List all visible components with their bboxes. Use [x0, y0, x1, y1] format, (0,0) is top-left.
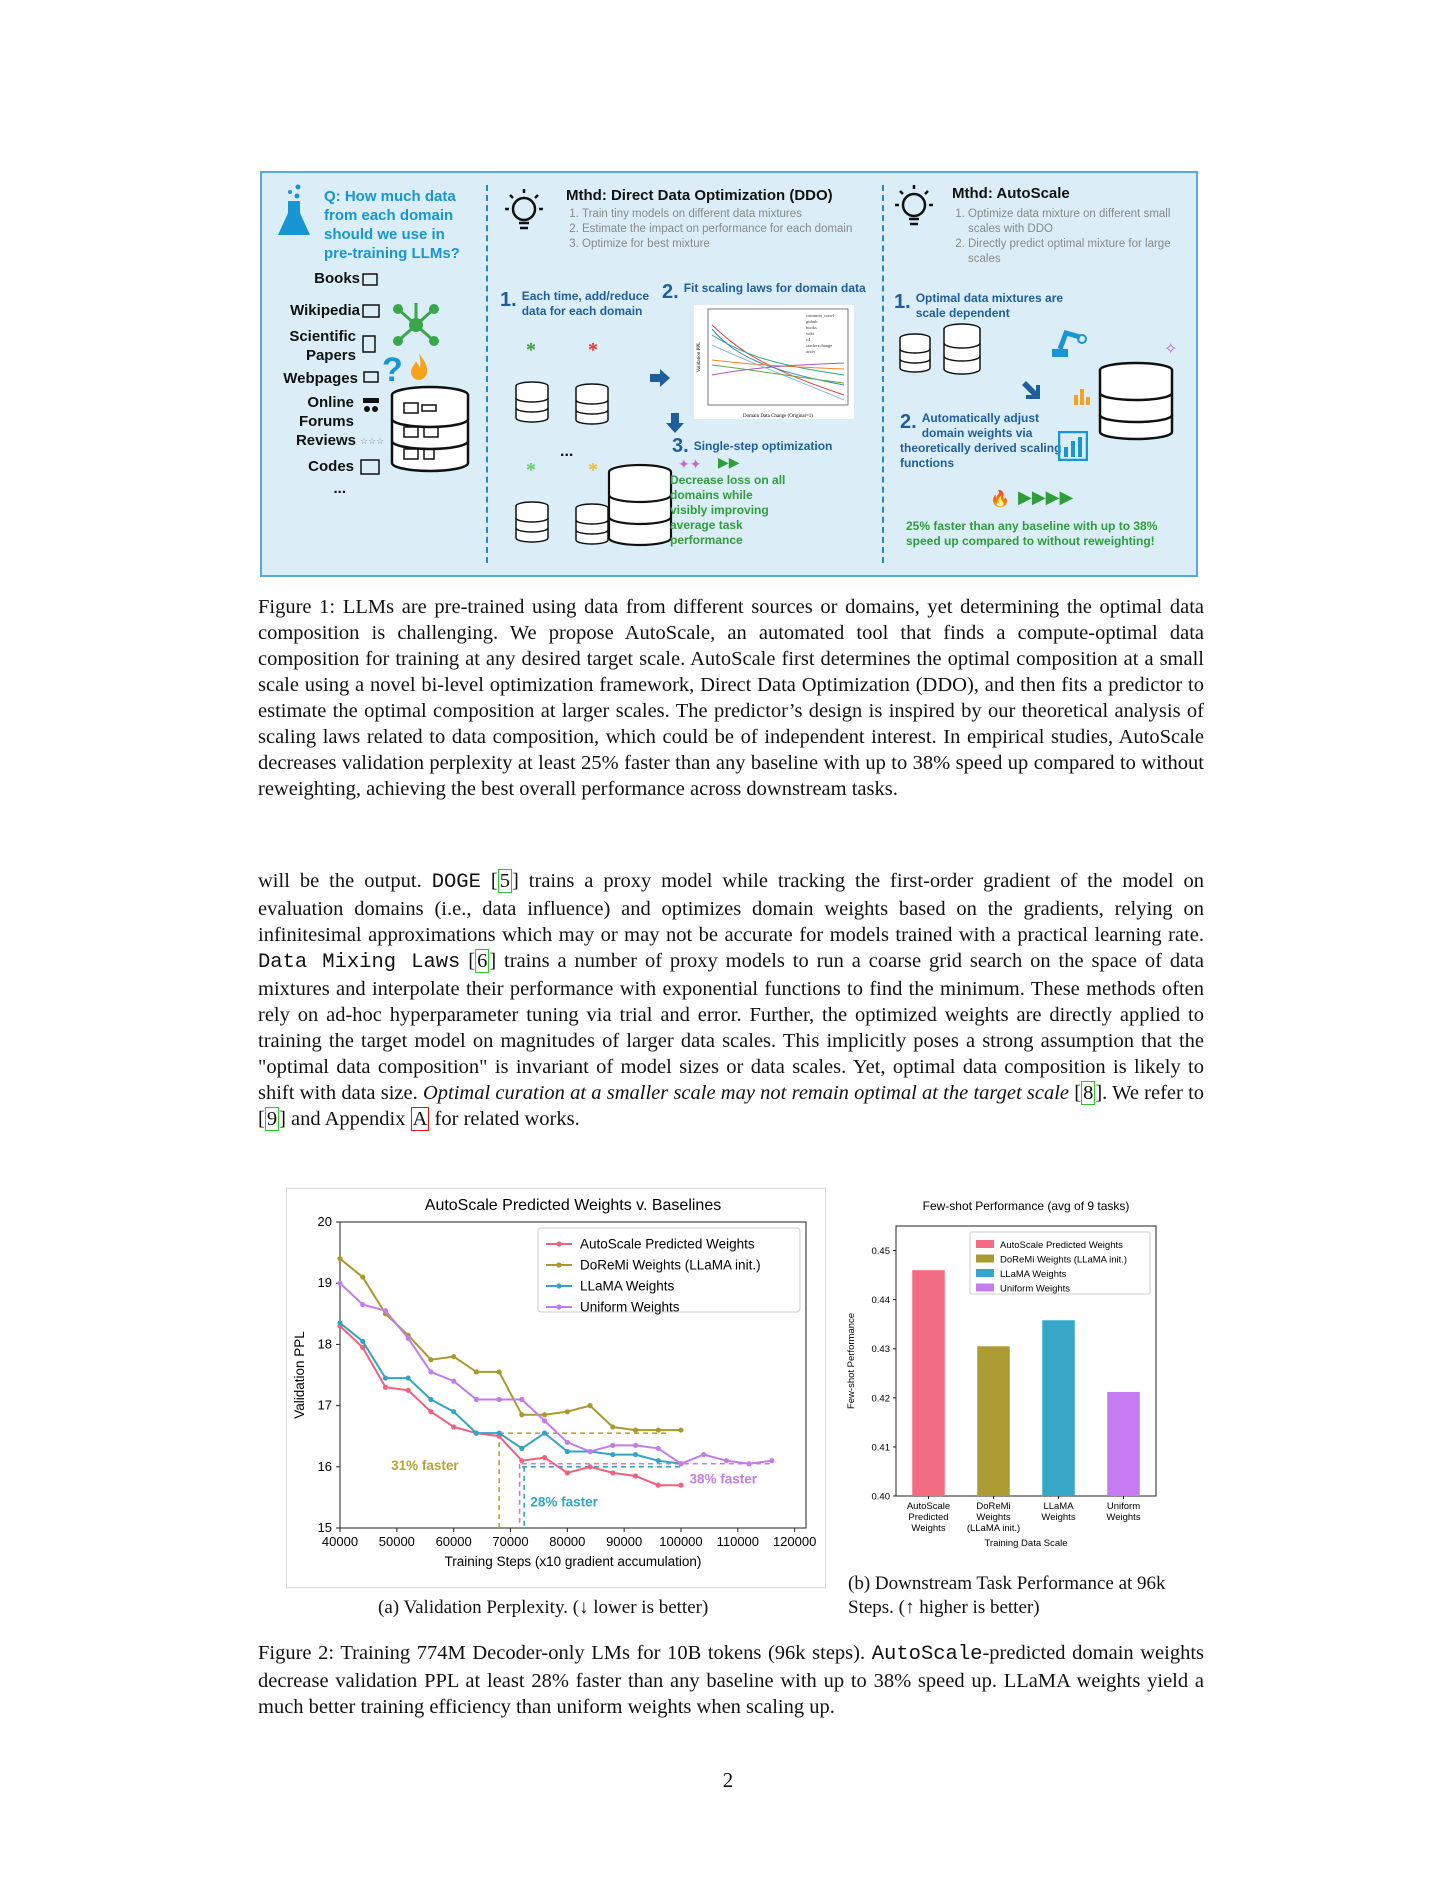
x-tick-label: Weights [1106, 1512, 1141, 1523]
figure1-panel [260, 171, 1198, 577]
x-tick-label: Predicted [908, 1512, 949, 1523]
x-tick-label: 120000 [772, 1534, 817, 1549]
x-tick-label: LLaMA [1043, 1501, 1074, 1512]
source-papers: Scientific Papers [289, 328, 356, 364]
question-text: Q: How much data from each domain should we use in pre-training LLMs? [324, 188, 460, 262]
data-point [519, 1458, 524, 1463]
database-icon [898, 333, 932, 375]
data-point [428, 1397, 433, 1402]
data-point [587, 1449, 592, 1454]
data-point [633, 1452, 638, 1457]
y-tick-label: 20 [317, 1214, 332, 1229]
legend-marker [556, 1262, 561, 1267]
data-point [519, 1412, 524, 1417]
y-tick-label: 0.43 [871, 1344, 890, 1356]
ddo-result: Decrease loss on all domains while visibly improving average task performance [670, 473, 786, 547]
mini-legend-item: common_crawl [806, 313, 834, 318]
data-point [428, 1357, 433, 1362]
mini-ylabel: Validation PPL [697, 341, 702, 373]
question-mark-icon: ? [382, 351, 403, 389]
fast-forward-icon: ▶▶ [718, 456, 740, 471]
legend-label: DoReMi Weights (LLaMA init.) [1000, 1254, 1128, 1266]
arrow-icon [650, 369, 670, 387]
data-point [587, 1464, 592, 1469]
ddo-step2: 2. Fit scaling laws for domain data [662, 281, 866, 303]
y-axis-label: Validation PPL [292, 1331, 307, 1419]
data-point [383, 1375, 388, 1380]
y-tick-label: 0.44 [871, 1295, 890, 1307]
validation-ppl-chart [286, 1188, 824, 1586]
x-tick-label: 100000 [659, 1534, 703, 1549]
y-tick-label: 0.42 [871, 1393, 890, 1405]
data-point [497, 1369, 502, 1374]
data-point [497, 1397, 502, 1402]
autoscale-result: 25% faster than any baseline with up to 38% speed up compared to without reweighting! [906, 519, 1158, 548]
ddo-step1: 1. Each time, add/reduce data for each domain [500, 289, 650, 318]
legend-swatch [976, 1240, 994, 1248]
code-icon [360, 459, 380, 475]
laptop-icon [362, 371, 380, 385]
data-point [701, 1452, 706, 1457]
x-tick-label: Uniform [1106, 1501, 1141, 1512]
x-tick-label: 90000 [606, 1534, 643, 1549]
analytics-icon [1058, 431, 1088, 461]
robot-arm-icon [1048, 323, 1088, 359]
body-text: will be the output. [258, 870, 422, 892]
method-name: DOGE [431, 871, 481, 894]
arrow-icon [666, 413, 684, 433]
wand-icon: ✧ [1164, 341, 1178, 358]
ddo-title: Mthd: Direct Data Optimization (DDO) [566, 187, 833, 204]
body-text: trains a proxy model while tracking the first-order gradient of the model on evaluation domains (i.e., data influence) and optimizes domain weights based on the gradients, relying on infinitesimal approximations which may or may not be accurate for models trained with a practical learning rate. [258, 870, 1205, 946]
legend-marker [556, 1304, 561, 1309]
legend-label: AutoScale Predicted Weights [580, 1236, 755, 1252]
data-point [565, 1409, 570, 1414]
x-axis-label: Training Steps (x10 gradient accumulation) [444, 1554, 702, 1569]
bar-chart-icon [1072, 387, 1090, 405]
svg-text:☆☆☆: ☆☆☆ [360, 436, 384, 445]
speedup-annotation: 28% faster [530, 1494, 598, 1510]
fast-forward-icon: ▶▶▶▶ [1018, 487, 1074, 507]
network-icon [390, 299, 442, 351]
data-point [474, 1397, 479, 1402]
lightbulb-icon [890, 183, 938, 235]
flask-icon [276, 183, 312, 239]
sparkle-icon: ✦✦ [678, 458, 702, 473]
data-point [451, 1354, 456, 1359]
data-point [542, 1412, 547, 1417]
data-point [451, 1379, 456, 1384]
ellipsis-text: ... [560, 443, 574, 460]
autoscale-step2: 2. Automatically adjust domain weights via theoretically derived scaling functions [900, 411, 1062, 470]
data-point [428, 1409, 433, 1414]
autoscale-steps [952, 207, 1204, 267]
data-point [587, 1403, 592, 1408]
source-books: Books [314, 270, 360, 287]
data-point [428, 1369, 433, 1374]
y-tick-label: 16 [317, 1458, 332, 1474]
book-icon [362, 271, 378, 287]
data-point [565, 1440, 570, 1445]
database-icon [942, 323, 982, 377]
data-point [474, 1369, 479, 1374]
page-number: 2 [722, 1768, 734, 1792]
divider [882, 185, 884, 563]
data-point [633, 1443, 638, 1448]
x-tick-label: 110000 [716, 1534, 760, 1549]
few-shot-bar-chart [840, 1196, 1186, 1560]
data-point [337, 1320, 342, 1325]
ddo-step: 1. Train tiny models on different data mixtures [582, 207, 872, 222]
fire-icon [408, 351, 430, 381]
data-point [610, 1424, 615, 1429]
source-webpages: Webpages [283, 370, 358, 387]
body-text: . We refer to [1102, 1082, 1205, 1104]
ddo-step: 3. Optimize for best mixture [582, 237, 872, 252]
database-icon [514, 501, 550, 545]
mini-legend-item: wiki [806, 331, 815, 336]
data-point [656, 1458, 661, 1463]
data-point [678, 1427, 683, 1432]
caption-text: LLMs are pre-trained using data from different sources or domains, yet determining the optimal data composition is challenging. We propose AutoScale, an automated tool that finds a compute-optimal data composition for training at any desired target scale. AutoScale first determines the optimal composition at a small scale using a novel bi-level optimization framework, Direct Data Optimization (DDO), and then fits a predictor to estimate the optimal composition at larger scales. The predictor’s design is inspired by our theoretical analysis of scaling laws related to data composition, which could be of independent interest. In empirical studies, AutoScale decreases validation perplexity at least 25% faster than any baseline with up to 38% speed up compared to without reweighting, achieving the best overall performance across downstream tasks. [258, 596, 1204, 800]
forum-icon [362, 397, 380, 415]
x-tick-label: DoReMi [976, 1501, 1011, 1512]
database-icon [388, 385, 472, 473]
autoscale-step2-text: Automatically adjust domain weights via theoretically derived scaling functions [900, 411, 1062, 470]
caption-text: Training 774M Decoder-only LMs for 10B tokens (96k steps). [340, 1642, 866, 1664]
data-point [451, 1424, 456, 1429]
y-tick-label: 0.40 [871, 1491, 890, 1503]
fire-icon: 🔥 [990, 491, 1010, 508]
data-point [747, 1461, 752, 1466]
paper-icon [362, 335, 376, 353]
legend-label: LLaMA Weights [1000, 1269, 1067, 1280]
legend-swatch [976, 1255, 994, 1263]
data-point [360, 1302, 365, 1307]
x-tick-label: 50000 [378, 1534, 415, 1549]
x-tick-label: Weights [911, 1523, 946, 1534]
ddo-step2-text: Fit scaling laws for domain data [683, 281, 866, 295]
chart-title: AutoScale Predicted Weights v. Baselines [424, 1197, 722, 1214]
citation-link[interactable]: 8 [1083, 1082, 1094, 1104]
bar [1107, 1392, 1140, 1496]
database-icon [574, 503, 610, 547]
italic-text: Optimal curation at a smaller scale may not remain optimal at the target scale [422, 1082, 1070, 1104]
y-tick-label: 0.45 [871, 1246, 890, 1258]
data-point [497, 1431, 502, 1436]
data-point [519, 1446, 524, 1451]
data-point [769, 1458, 774, 1463]
citation-link[interactable]: 9 [266, 1108, 278, 1130]
data-point [337, 1256, 342, 1261]
x-tick-label: 70000 [492, 1534, 529, 1549]
x-tick-label: 80000 [549, 1534, 586, 1549]
ddo-step1-text: Each time, add/reduce data for each domain [521, 289, 650, 318]
legend-label: AutoScale Predicted Weights [1000, 1240, 1123, 1251]
autoscale-step1: 1. Optimal data mixtures are scale dependent [894, 291, 1064, 320]
y-axis-label: Few-shot Performance [846, 1312, 857, 1410]
data-point [406, 1336, 411, 1341]
method-name: Data Mixing Laws [258, 951, 461, 974]
ddo-step3: 3. Single-step optimization [672, 435, 833, 457]
database-icon [606, 463, 674, 551]
legend-swatch [976, 1269, 994, 1277]
data-point [633, 1473, 638, 1478]
source-forums: Online Forums [298, 394, 354, 430]
data-point [656, 1446, 661, 1451]
x-tick-label: Weights [1041, 1512, 1076, 1523]
bar [1042, 1320, 1075, 1496]
data-point [406, 1388, 411, 1393]
x-tick-label: AutoScale [906, 1501, 951, 1512]
y-tick-label: 15 [317, 1520, 332, 1535]
body-text: trains a number of proxy models to run a coarse grid search on the space of data mixtures and interpolate their performance with exponential functions to find the minimum. These methods often rely on ad-hoc hyperparameter tuning via trial and error. Further, the optimized weights are directly applied to training the target model on magnitudes of larger data scales. This implicitly poses a strong assumption that the "optimal data composition" is invariant of model sizes or data scales. Yet, optimal data composition is likely to shift with data size. [258, 950, 1204, 1104]
ddo-step3-text: Single-step optimization [693, 439, 833, 453]
data-point [542, 1418, 547, 1423]
data-point [610, 1443, 615, 1448]
data-point [519, 1397, 524, 1402]
caption-text: -predicted domain weights decrease validation PPL at least 28% faster than any baseline with up to 38% speed up. LLaMA weights yield a much better training efficiency than uniform weights when scaling up. [258, 1642, 1205, 1718]
chart-title: Few-shot Performance (avg of 9 tasks) [922, 1199, 1130, 1213]
lightbulb-icon [500, 187, 548, 239]
asterisk-icon: * [588, 459, 598, 481]
appendix-link[interactable]: A [412, 1108, 428, 1130]
data-point [406, 1375, 411, 1380]
database-icon [574, 383, 610, 427]
data-point [656, 1483, 661, 1488]
figure1-caption [258, 594, 1204, 802]
body-paragraph: will be the output. DOGE [5] trains a proxy model while tracking the first-order gradient of the model on evaluation domains (i.e., data influence) and optimizes domain weights based on the gradients, relying on infinitesimal approximations which may or may not be accurate for models trained with a practical learning rate. Data Mixing Laws [6] trains a number of proxy models to run a coarse grid search on the space of data mixtures and interpolate their performance with exponential functions to find the minimum. These methods often rely on ad-hoc hyperparameter tuning via trial and error. Further, the optimized weights are directly applied to training the target model on magnitudes of larger data scales. This implicitly poses a strong assumption that the "optimal data composition" is invariant of model sizes or data scales. Yet, optimal data composition is likely to shift with data size. Optimal curation at a smaller scale may not remain optimal at the target scale [8]. We refer to [9] and Appendix A for related works. [258, 870, 1205, 1130]
x-axis-label: Training Data Scale [984, 1538, 1068, 1549]
legend-label: Uniform Weights [580, 1299, 680, 1315]
source-reviews: Reviews [295, 432, 356, 449]
source-more: ... [333, 480, 346, 497]
figure2a-caption: (a) Validation Perplexity. (↓ lower is better) [378, 1597, 709, 1618]
data-point [656, 1427, 661, 1432]
x-tick-label: Weights [976, 1512, 1011, 1523]
legend-marker [556, 1283, 561, 1288]
mini-legend-item: arxiv [806, 349, 816, 354]
legend-label: DoReMi Weights (LLaMA init.) [580, 1257, 761, 1273]
bar [977, 1346, 1010, 1496]
mini-xlabel: Domain Data Change (Original=1) [743, 414, 813, 419]
x-tick-label: (LLaMA init.) [966, 1523, 1021, 1534]
citation-link[interactable]: 6 [477, 950, 488, 972]
method-name: AutoScale [871, 1643, 983, 1666]
source-codes: Codes [308, 458, 354, 475]
data-point [542, 1455, 547, 1460]
y-tick-label: 18 [317, 1336, 332, 1352]
caption-label: Figure 2: [258, 1642, 335, 1664]
ddo-steps [566, 207, 872, 252]
database-icon [514, 381, 550, 425]
data-point [678, 1483, 683, 1488]
legend-swatch [976, 1284, 994, 1292]
data-point [610, 1470, 615, 1475]
data-point [360, 1274, 365, 1279]
y-tick-label: 19 [317, 1275, 332, 1291]
mini-legend-item: stackexchange [806, 343, 833, 348]
mini-legend-item: c4 [806, 337, 811, 342]
caption-label: Figure 1: [258, 596, 336, 618]
autoscale-title: Mthd: AutoScale [952, 185, 1070, 202]
y-tick-label: 17 [317, 1397, 332, 1413]
figure2b-caption: (b) Downstream Task Performance at 96k Steps. (↑ higher is better) [848, 1573, 1166, 1618]
data-point [474, 1431, 479, 1436]
scaling-law-mini-plot [694, 305, 854, 419]
wikipedia-icon [362, 303, 380, 319]
x-tick-label: 40000 [321, 1534, 359, 1549]
data-point [724, 1458, 729, 1463]
y-tick-label: 0.41 [871, 1442, 890, 1454]
stars-icon [360, 435, 384, 445]
citation-link[interactable]: 5 [499, 870, 510, 892]
legend-label: LLaMA Weights [580, 1278, 675, 1294]
data-point [451, 1409, 456, 1414]
body-text: for related works. [434, 1108, 580, 1130]
data-point [633, 1427, 638, 1432]
data-point [678, 1461, 683, 1466]
mini-legend-item: github [806, 319, 818, 324]
autoscale-step: 2. Directly predict optimal mixture for large scales [968, 237, 1204, 267]
autoscale-step1-text: Optimal data mixtures are scale dependent [915, 291, 1064, 320]
data-point [610, 1452, 615, 1457]
ddo-step: 2. Estimate the impact on performance for each domain [582, 222, 872, 237]
data-point [565, 1470, 570, 1475]
divider [486, 185, 488, 563]
data-point [565, 1449, 570, 1454]
figure2-caption [258, 1640, 1204, 1720]
legend-marker [556, 1241, 561, 1246]
database-icon [1096, 361, 1176, 445]
data-point [383, 1385, 388, 1390]
asterisk-icon: * [588, 339, 598, 361]
bar [912, 1270, 945, 1496]
legend-label: Uniform Weights [1000, 1283, 1071, 1295]
mini-legend-item: books [806, 325, 817, 330]
data-point [383, 1308, 388, 1313]
data-point [542, 1431, 547, 1436]
source-wikipedia: Wikipedia [290, 302, 360, 319]
data-point [360, 1339, 365, 1344]
arrow-icon [1022, 381, 1040, 399]
autoscale-step: 1. Optimize data mixture on different small scales with DDO [968, 207, 1204, 237]
body-text: and Appendix [291, 1108, 406, 1130]
data-point [337, 1281, 342, 1286]
asterisk-icon: * [526, 339, 536, 361]
speedup-annotation: 38% faster [689, 1471, 758, 1487]
asterisk-icon: * [526, 459, 536, 481]
speedup-annotation: 31% faster [391, 1457, 459, 1473]
x-tick-label: 60000 [435, 1534, 472, 1549]
